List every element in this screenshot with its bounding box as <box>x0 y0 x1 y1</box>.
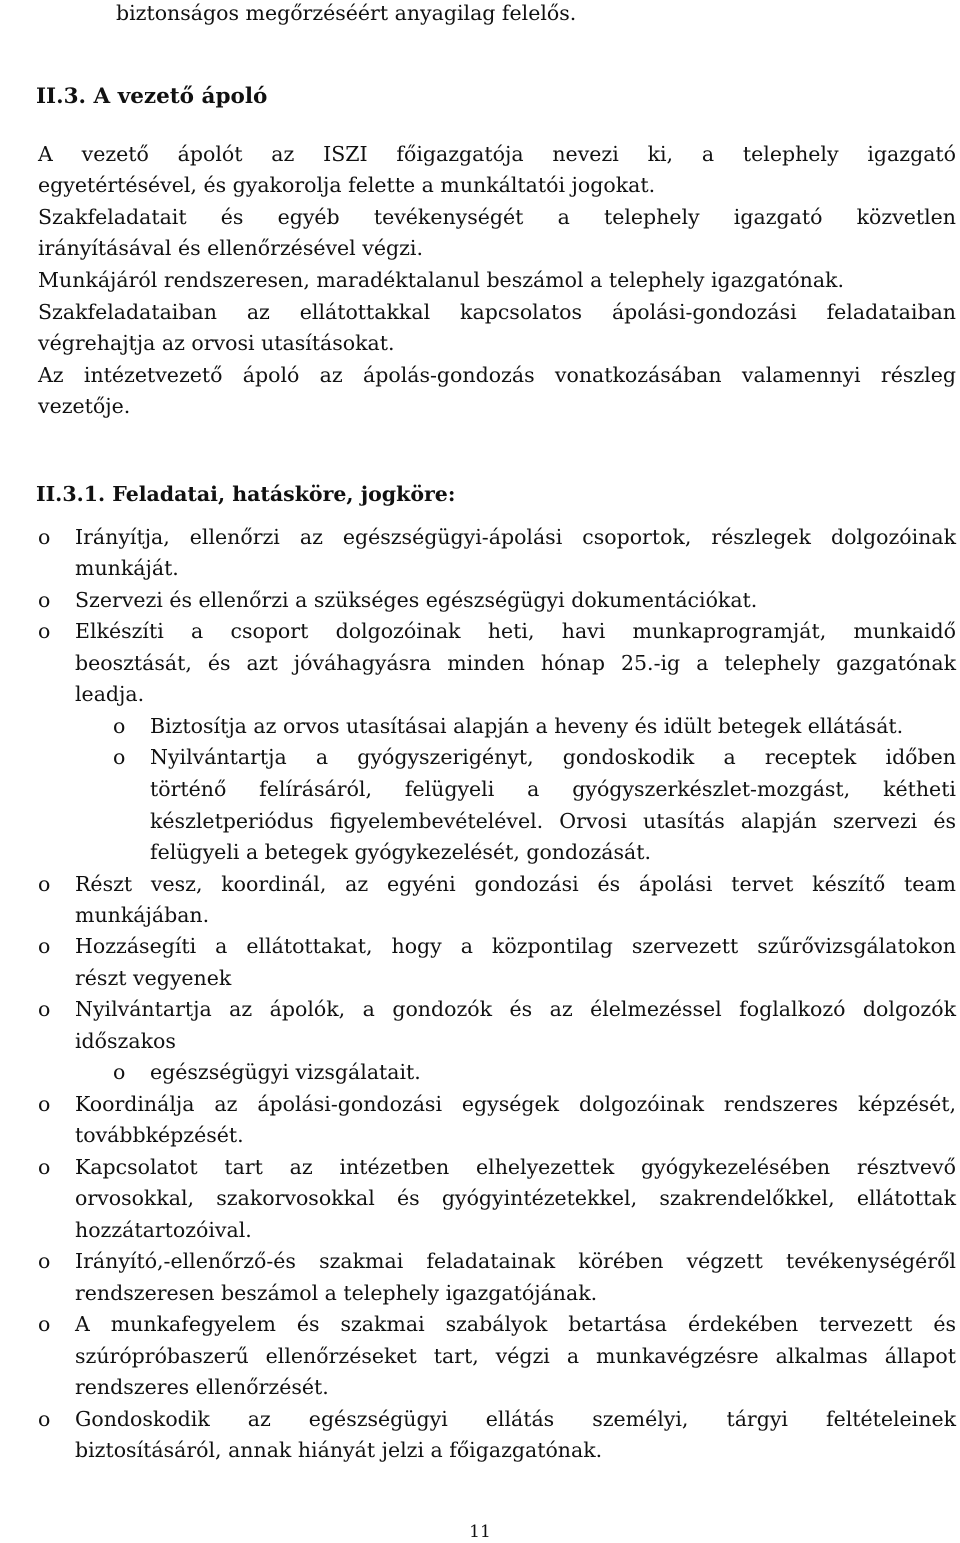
bullet-icon: o <box>38 588 51 612</box>
paragraph-line: irányításával és ellenőrzésével végzi. <box>38 236 423 260</box>
list-item-line: Irányítja, ellenőrzi az egészségügyi-ápolási csoportok, részlegek dolgozóinak <box>75 525 956 549</box>
bullet-icon: o <box>38 934 51 958</box>
list-item-line: A munkafegyelem és szakmai szabályok betartása érdekében tervezett és <box>75 1312 956 1336</box>
bullet-icon: o <box>38 997 51 1021</box>
bullet-icon: o <box>113 1060 126 1084</box>
section-heading: II.3. A vezető ápoló <box>36 84 268 109</box>
paragraph-line: Munkájáról rendszeresen, maradéktalanul beszámol a telephely igazgatónak. <box>38 268 844 292</box>
bullet-icon: o <box>38 1155 51 1179</box>
bullet-icon: o <box>113 745 126 769</box>
list-item-line: orvosokkal, szakorvosokkal és gyógyintézetekkel, szakrendelőkkel, ellátottak <box>75 1186 956 1210</box>
list-item-line: Szervezi és ellenőrzi a szükséges egészségügyi dokumentációkat. <box>75 588 758 612</box>
paragraph-line: vezetője. <box>38 394 131 418</box>
bullet-icon: o <box>38 872 51 896</box>
list-item-line: Kapcsolatot tart az intézetben elhelyezettek gyógykezelésében résztvevő <box>75 1155 956 1179</box>
list-item-line: készletperiódus figyelembevételével. Orvosi utasítás alapján szervezi és <box>150 809 956 833</box>
list-item-line: munkájában. <box>75 903 210 927</box>
continuation-line: biztonságos megőrzéséért anyagilag felelős. <box>116 1 577 25</box>
paragraph-line: A vezető ápolót az ISZI főigazgatója nevezi ki, a telephely igazgató <box>38 142 956 166</box>
list-item-line: időszakos <box>75 1029 176 1053</box>
bullet-icon: o <box>38 1312 51 1336</box>
paragraph-line: Szakfeladatait és egyéb tevékenységét a telephely igazgató közvetlen <box>38 205 956 229</box>
bullet-icon: o <box>38 525 51 549</box>
list-item-line: Részt vesz, koordinál, az egyéni gondozási és ápolási tervet készítő team <box>75 872 956 896</box>
list-item-line: részt vegyenek <box>75 966 232 990</box>
list-item-line: munkáját. <box>75 556 179 580</box>
list-item-line: egészségügyi vizsgálatait. <box>150 1060 421 1084</box>
bullet-icon: o <box>113 714 126 738</box>
bullet-icon: o <box>38 1407 51 1431</box>
list-item-line: Nyilvántartja a gyógyszerigényt, gondoskodik a receptek időben <box>150 745 956 769</box>
list-item-line: hozzátartozóival. <box>75 1218 252 1242</box>
list-item-line: beosztását, és azt jóváhagyásra minden hónap 25.-ig a telephely gazgatónak <box>75 651 956 675</box>
list-item-line: továbbképzését. <box>75 1123 244 1147</box>
list-item-line: Elkészíti a csoport dolgozóinak heti, havi munkaprogramját, munkaidő <box>75 619 956 643</box>
list-item-line: rendszeres ellenőrzését. <box>75 1375 329 1399</box>
list-item-line: Koordinálja az ápolási-gondozási egységek dolgozóinak rendszeres képzését, <box>75 1092 956 1116</box>
page-number: 11 <box>469 1522 491 1542</box>
bullet-icon: o <box>38 619 51 643</box>
list-item-line: történő felírásáról, felügyeli a gyógyszerkészlet-mozgást, kétheti <box>150 777 956 801</box>
paragraph-line: Szakfeladataiban az ellátottakkal kapcsolatos ápolási-gondozási feladataiban <box>38 300 956 324</box>
subsection-heading: II.3.1. Feladatai, hatásköre, jogköre: <box>36 482 456 506</box>
bullet-icon: o <box>38 1249 51 1273</box>
list-item-line: leadja. <box>75 682 145 706</box>
list-item-line: felügyeli a betegek gyógykezelését, gondozását. <box>150 840 651 864</box>
list-item-line: Nyilvántartja az ápolók, a gondozók és az élelmezéssel foglalkozó dolgozók <box>75 997 956 1021</box>
list-item-line: Irányító,-ellenőrző-és szakmai feladatainak körében végzett tevékenységéről <box>75 1249 956 1273</box>
paragraph-line: végrehajtja az orvosi utasításokat. <box>38 331 395 355</box>
list-item-line: Gondoskodik az egészségügyi ellátás személyi, tárgyi feltételeinek <box>75 1407 956 1431</box>
list-item-line: Hozzásegíti a ellátottakat, hogy a központilag szervezett szűrővizsgálatokon <box>75 934 956 958</box>
paragraph-line: egyetértésével, és gyakorolja felette a munkáltatói jogokat. <box>38 173 656 197</box>
list-item-line: rendszeresen beszámol a telephely igazgatójának. <box>75 1281 598 1305</box>
list-item-line: szúrópróbaszerű ellenőrzéseket tart, végzi a munkavégzésre alkalmas állapot <box>75 1344 956 1368</box>
list-item-line: Biztosítja az orvos utasításai alapján a heveny és idült betegek ellátását. <box>150 714 904 738</box>
list-item-line: biztosításáról, annak hiányát jelzi a főigazgatónak. <box>75 1438 603 1462</box>
paragraph-line: Az intézetvezető ápoló az ápolás-gondozás vonatkozásában valamennyi részleg <box>38 363 956 387</box>
bullet-icon: o <box>38 1092 51 1116</box>
